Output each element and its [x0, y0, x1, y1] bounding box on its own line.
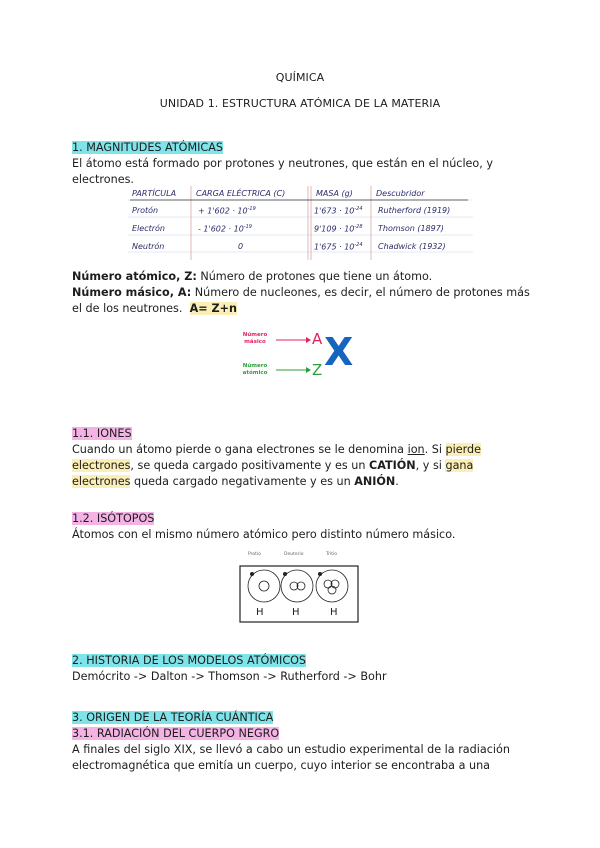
subsection-heading: 3.1. RADIACIÓN DEL CUERPO NEGRO [72, 727, 280, 740]
table-cell: Chadwick (1932) [378, 242, 446, 251]
isotope-symbol: H [330, 607, 338, 618]
atomic-number-label: Número atómico [242, 363, 268, 376]
table-cell: - $1'602 \cdot 10^{-19}$ [198, 224, 252, 234]
table-header-cell: MASA (g) [316, 189, 353, 198]
section-heading: 1.1. IONES [72, 427, 132, 440]
table-header-cell: CARGA ELÉCTRICA (C) [196, 189, 286, 198]
table-cell: Rutherford (1919) [378, 206, 451, 215]
paragraph: A finales del siglo XIX, se llevó a cabo un estudio experimental de la radiación electromagnética que emitía un cuerpo, cuyo interior se encontraba a una [72, 743, 510, 772]
table-header-cell: Descubridor [376, 189, 425, 198]
table-cell: Neutrón [132, 242, 165, 251]
paragraph: Número atómico, Z: Número de protones que tiene un átomo. [72, 270, 433, 283]
element-symbol: X [324, 330, 354, 374]
section-heading: 1. MAGNITUDES ATÓMICAS [72, 141, 223, 154]
section-heading: 2. HISTORIA DE LOS MODELOS ATÓMICOS [72, 654, 307, 667]
paragraph: Número másico, A: Número de nucleones, es decir, el número de protones más el de los neutrones. A= Z+n [72, 286, 530, 315]
section-heading: 3. ORIGEN DE LA TEORÍA CUÁNTICA [72, 711, 274, 724]
table-cell: Thomson (1897) [378, 224, 444, 233]
paragraph: Cuando un átomo pierde o gana electrones se le denomina ion. Si pierde electrones, se queda cargado positivamente y es un CATIÓN, y si gana electrones queda cargado negativamente y es un ANIÓN. [72, 443, 482, 488]
table-cell: Electrón [132, 224, 165, 233]
atomic-number-symbol: Z [312, 361, 323, 379]
isotope-symbol: H [292, 607, 300, 618]
paragraph: Átomos con el mismo número atómico pero distinto número másico. [72, 528, 456, 541]
arrow-icon [276, 334, 312, 374]
table-header-cell: PARTÍCULA [132, 189, 177, 198]
mass-number-label: Número másico [242, 332, 268, 345]
page-title: QUÍMICA [275, 71, 325, 84]
mass-number-symbol: A [312, 330, 323, 348]
table-cell: Protón [132, 206, 159, 215]
nuclide-notation-diagram [238, 326, 368, 386]
table-cell: $9'109 \cdot 10^{-28}$ [314, 224, 363, 234]
table-cell: $1'673 \cdot 10^{-24}$ [314, 206, 363, 216]
table-cell: 0 [238, 242, 244, 251]
paragraph: Demócrito -> Dalton -> Thomson -> Rutherford -> Bohr [72, 670, 387, 683]
paragraph: El átomo está formado por protones y neutrones, que están en el núcleo, y electrones. [72, 157, 494, 186]
section-heading: 1.2. ISÓTOPOS [72, 512, 155, 525]
isotope-symbol: H [256, 607, 264, 618]
table-cell: $1'675 \cdot 10^{-24}$ [314, 242, 363, 252]
isotopes-image: Protio Deuterio Tritio H H H [234, 552, 364, 624]
table-cell: + $1'602 \cdot 10^{-19}$ [198, 206, 256, 216]
particle-table-image [128, 186, 473, 260]
page-subtitle: UNIDAD 1. ESTRUCTURA ATÓMICA DE LA MATERIA [159, 97, 441, 110]
